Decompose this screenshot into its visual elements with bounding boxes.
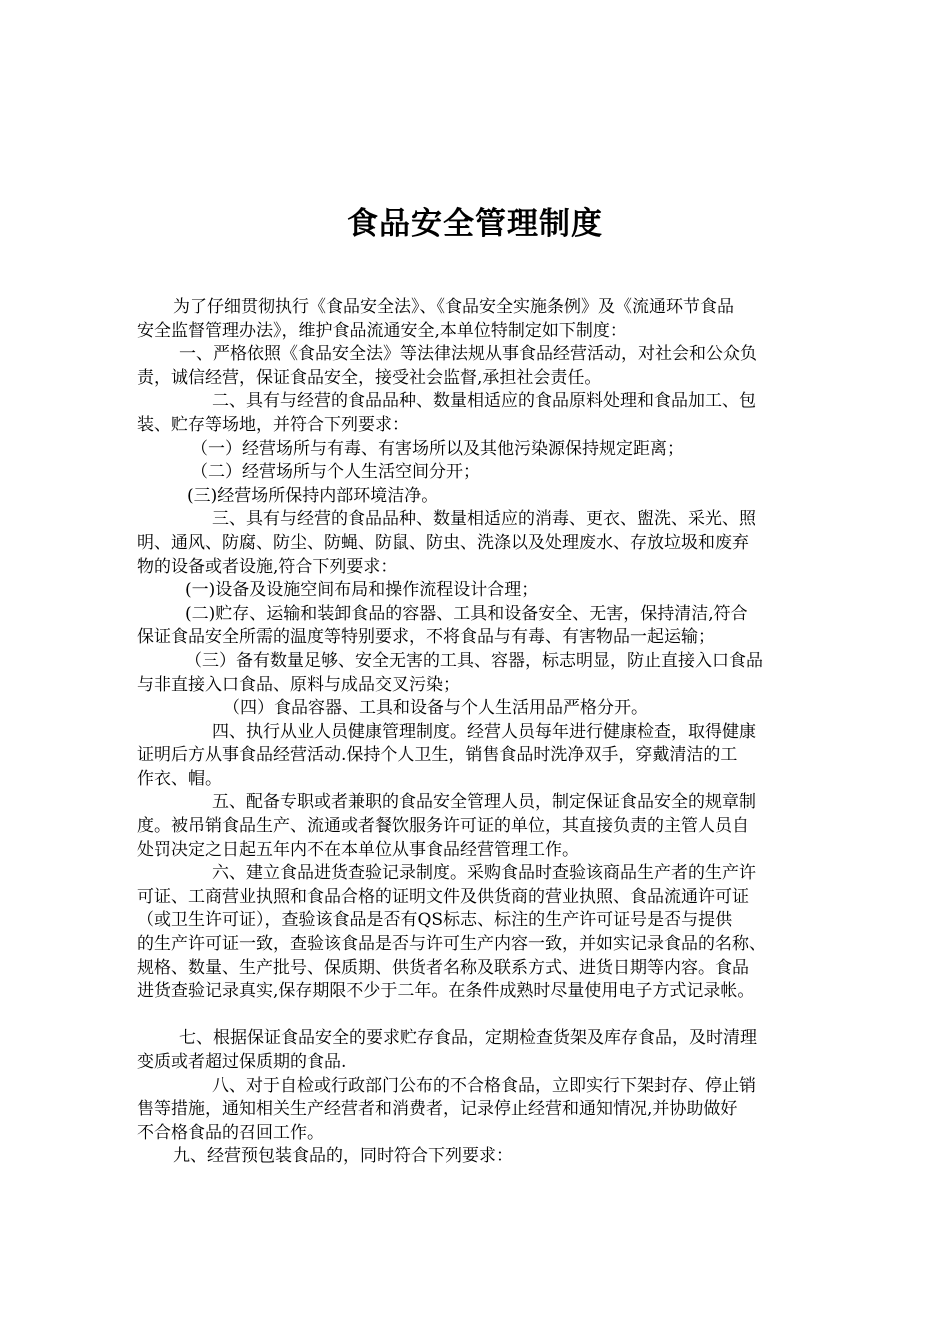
paragraph-line: (一)设备及设施空间布局和操作流程设计合理； [185, 580, 539, 601]
paragraph-line: 明、通风、防腐、防尘、防蝇、防鼠、防虫、洗涤以及处理废水、存放垃圾和废弃 [137, 532, 749, 553]
paragraph-line: （一）经营场所与有毒、有害场所以及其他污染源保持规定距离； [191, 438, 684, 459]
paragraph-line: 八、对于自检或行政部门公布的不合格食品，立即实行下架封存、停止销 [212, 1075, 756, 1096]
paragraph-line: 度。被吊销食品生产、流通或者餐饮服务许可证的单位，其直接负责的主管人员自 [137, 816, 749, 837]
blank-line [137, 1004, 837, 1028]
paragraph-line: 三、具有与经营的食品品种、数量相适应的消毒、更衣、盥洗、采光、照 [212, 509, 756, 530]
paragraph-line: （四）食品容器、工具和设备与个人生活用品严格分开。 [223, 698, 648, 719]
paragraph-line: 可证、工商营业执照和食品合格的证明文件及供货商的营业执照、食品流通许可证 [137, 886, 749, 907]
paragraph-line: 作衣、帽。 [137, 768, 222, 789]
paragraph-line: 为了仔细贯彻执行《食品安全法》、《食品安全实施条例》及《流通环节食品 [173, 297, 734, 317]
paragraph-line: 进货查验记录真实,保存期限不少于二年。在条件成熟时尽量使用电子方式记录帐。 [137, 981, 755, 1002]
paragraph-line: 七、根据保证食品安全的要求贮存食品，定期检查货架及库存食品，及时清理 [179, 1028, 757, 1049]
paragraph-line: 与非直接入口食品、原料与成品交叉污染； [137, 674, 460, 695]
paragraph-line: 装、贮存等场地，并符合下列要求： [137, 414, 409, 435]
document-title: 食品安全管理制度 [347, 206, 603, 242]
paragraph-line: 九、经营预包装食品的，同时符合下列要求： [173, 1146, 513, 1167]
paragraph-line: 证明后方从事食品经营活动.保持个人卫生，销售食品时洗净双手，穿戴清洁的工 [137, 745, 738, 766]
paragraph-line: （二）经营场所与个人生活空间分开； [191, 462, 480, 483]
paragraph-line: 物的设备或者设施,符合下列要求： [137, 556, 398, 577]
paragraph-line: (三)经营场所保持内部环境洁净。 [187, 485, 439, 506]
paragraph-line: 保证食品安全所需的温度等特别要求，不将食品与有毒、有害物品一起运输； [137, 627, 715, 648]
paragraph-line: 四、执行从业人员健康管理制度。经营人员每年进行健康检查，取得健康 [212, 721, 756, 742]
paragraph-line: 二、具有与经营的食品品种、数量相适应的食品原料处理和食品加工、包 [212, 391, 756, 412]
paragraph-line: 规格、数量、生产批号、保质期、供货者名称及联系方式、进货日期等内容。食品 [137, 957, 749, 978]
paragraph-line: 六、建立食品进货查验记录制度。采购食品时查验该商品生产者的生产许 [212, 863, 756, 884]
paragraph-line: （或卫生许可证），查验该食品是否有QS标志、标注的生产许可证号是否与提供 [137, 910, 733, 931]
paragraph-line: 不合格食品的召回工作。 [137, 1122, 324, 1143]
paragraph-line: 安全监督管理办法》，维护食品流通安全,本单位特制定如下制度： [137, 320, 627, 341]
paragraph-line: 变质或者超过保质期的食品. [137, 1052, 347, 1072]
paragraph-line: 的生产许可证一致，查验该食品是否与许可生产内容一致，并如实记录食品的名称、 [137, 934, 766, 955]
paragraph-line: 处罚决定之日起五年内不在本单位从事食品经营管理工作。 [137, 839, 579, 860]
paragraph-line: (二)贮存、运输和装卸食品的容器、工具和设备安全、无害，保持清洁,符合 [185, 603, 748, 624]
paragraph-line: 责，诚信经营，保证食品安全，接受社会监督,承担社会责任。 [137, 367, 602, 388]
paragraph-line: （三）备有数量足够、安全无害的工具、容器，标志明显，防止直接入口食品 [185, 650, 763, 671]
paragraph-line: 五、配备专职或者兼职的食品安全管理人员，制定保证食品安全的规章制 [212, 792, 756, 813]
document-body [137, 296, 837, 1169]
paragraph-line: 售等措施，通知相关生产经营者和消费者，记录停止经营和通知情况,并协助做好 [137, 1099, 738, 1120]
paragraph-line: 一、严格依照《食品安全法》等法律法规从事食品经营活动，对社会和公众负 [179, 344, 757, 365]
